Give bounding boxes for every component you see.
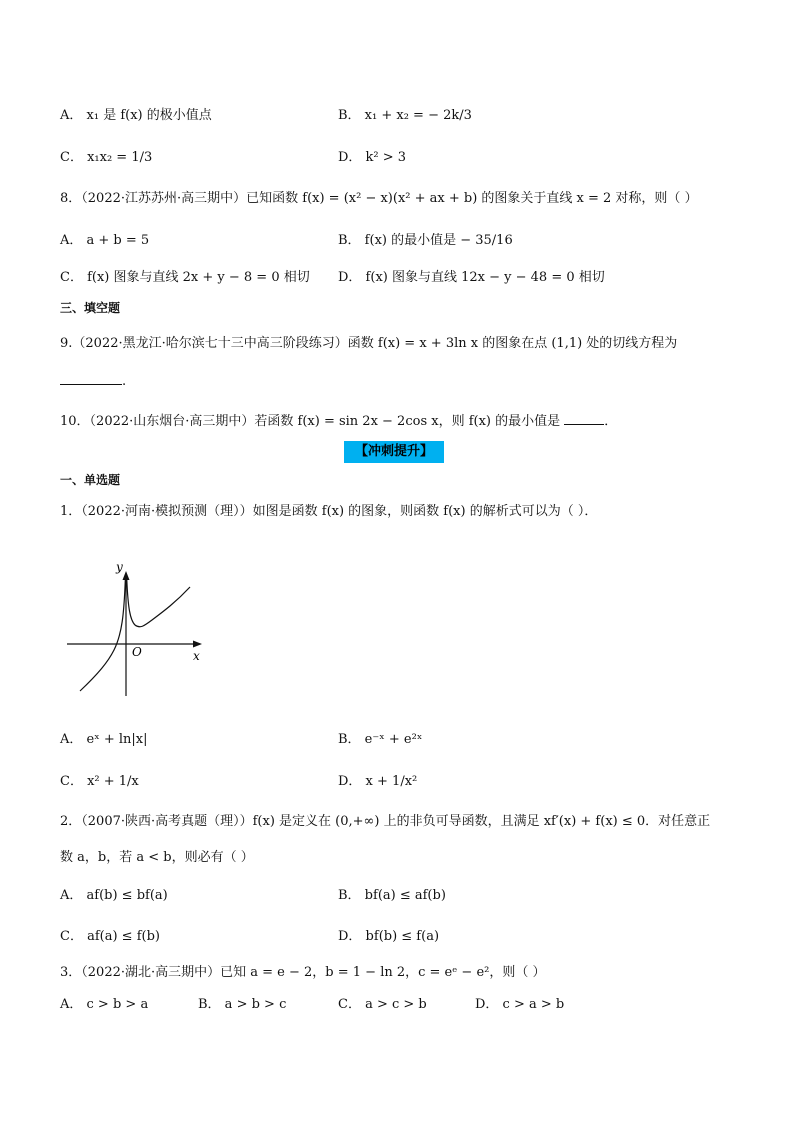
y-axis-arrow-icon — [123, 571, 130, 580]
p2-option-b: B． bf(a) ≤ af(b) — [338, 888, 446, 903]
q7-option-a: A． x₁ 是 f(x) 的极小值点 — [60, 108, 212, 123]
q9-stem: 9.（2022·黑龙江·哈尔滨七十三中高三阶段练习）函数 f(x) = x + 3ln x 的图象在点 (1,1) 处的切线方程为 — [60, 336, 678, 351]
p2-stem-line2: 数 a，b，若 a < b，则必有（ ） — [60, 850, 254, 865]
p1-option-d: D． x + 1/x² — [338, 774, 418, 789]
q10-line — [60, 410, 617, 432]
p3-option-b: B． a > b > c — [198, 997, 287, 1012]
q8-option-a: A． a + b = 5 — [60, 233, 150, 248]
q7-option-c: C． x₁x₂ = 1/3 — [60, 150, 153, 165]
p1-option-a: A． eˣ + ln|x| — [60, 732, 148, 747]
p3-option-a: A． c > b > a — [60, 997, 149, 1012]
section-banner: 【冲刺提升】 — [344, 441, 444, 463]
p2-option-a: A． af(b) ≤ bf(a) — [60, 888, 168, 903]
p1-stem: 1．（2022·河南·模拟预测（理））如图是函数 f(x) 的图象，则函数 f(x) 的解析式可以为（ ）． — [60, 504, 598, 519]
q8-option-b: B． f(x) 的最小值是 − 35/16 — [338, 233, 513, 248]
p1-option-b: B． e⁻ˣ + e²ˣ — [338, 732, 423, 747]
p3-option-c: C． a > c > b — [338, 997, 427, 1012]
p2-option-c: C． af(a) ≤ f(b) — [60, 929, 160, 944]
p2-option-d: D． bf(b) ≤ f(a) — [338, 929, 440, 944]
q10-stem: 10．（2022·山东烟台·高三期中）若函数 f(x) = sin 2x − 2cos x，则 f(x) 的最小值是 — [60, 414, 561, 429]
curve-left-branch — [80, 580, 125, 691]
section-single-choice-heading: 一、单选题 — [60, 473, 121, 487]
x-axis-arrow-icon — [193, 641, 202, 648]
q7-option-d: D． k² > 3 — [338, 150, 407, 165]
section-fill-blank-heading: 三、填空题 — [60, 301, 121, 315]
function-graph — [62, 562, 212, 702]
q7-option-b: B． x₁ + x₂ = − 2k/3 — [338, 108, 472, 123]
answer-blank[interactable] — [60, 370, 122, 385]
answer-blank[interactable] — [564, 410, 604, 425]
x-axis-label: x — [193, 649, 200, 663]
y-axis-label: y — [116, 562, 123, 574]
q9-answer-line — [60, 370, 126, 392]
p2-stem-line1: 2．（2007·陕西·高考真题（理））f(x) 是定义在 (0,+∞) 上的非负可导函数，且满足 xf′(x) + f(x) ≤ 0．对任意正 — [60, 814, 711, 829]
p1-option-c: C． x² + 1/x — [60, 774, 139, 789]
q10-period: ． — [604, 414, 618, 429]
curve-right-branch — [127, 580, 190, 627]
q8-option-c: C． f(x) 图象与直线 2x + y − 8 = 0 相切 — [60, 270, 310, 285]
origin-label: O — [132, 645, 142, 659]
p3-option-d: D． c > a > b — [475, 997, 565, 1012]
q9-period: . — [122, 374, 127, 389]
p3-stem: 3．（2022·湖北·高三期中）已知 a = e − 2，b = 1 − ln 2，c = eᵉ − e²，则（ ） — [60, 965, 546, 980]
q8-option-d: D． f(x) 图象与直线 12x − y − 48 = 0 相切 — [338, 270, 605, 285]
q8-stem: 8．（2022·江苏苏州·高三期中）已知函数 f(x) = (x² − x)(x² + ax + b) 的图象关于直线 x = 2 对称，则（ ） — [60, 191, 698, 206]
